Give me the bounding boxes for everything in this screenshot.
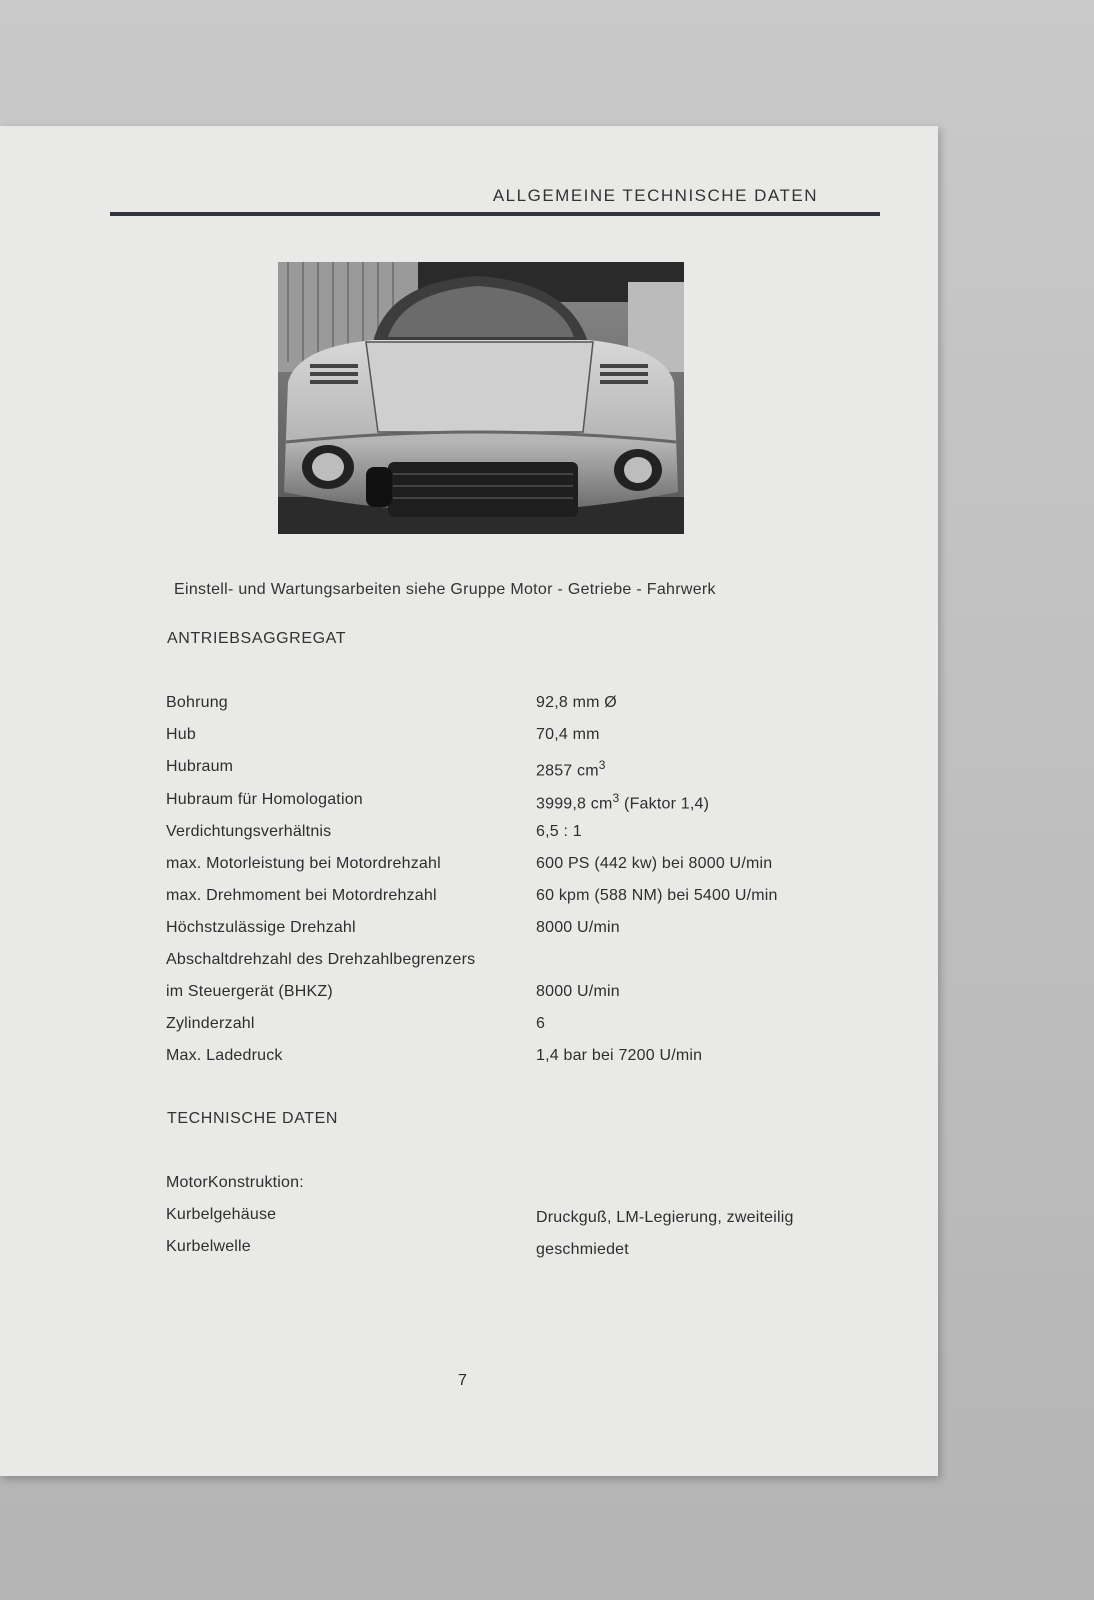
spec-row: [0, 694, 938, 718]
spec-row: [0, 823, 938, 847]
spec-row: [0, 951, 938, 975]
spec-value: [536, 791, 709, 813]
spec-row: [0, 983, 938, 1007]
car-front-photo: [278, 262, 684, 534]
spec-value-text: 3999,8 cm: [536, 795, 613, 813]
manual-page: [0, 126, 938, 1476]
spec-row: [0, 1206, 938, 1230]
spec-label: Kurbelwelle: [166, 1238, 251, 1255]
header-rule: [110, 212, 880, 216]
spec-row: [0, 1015, 938, 1039]
spec-row: [0, 1174, 938, 1198]
spec-row: [0, 887, 938, 911]
spec-label: Hubraum für Homologation: [166, 791, 363, 808]
spec-value: 8000 U/min: [536, 983, 620, 1000]
spec-value: 1,4 bar bei 7200 U/min: [536, 1047, 703, 1064]
spec-value: Druckguß, LM-Legierung, zweiteilig: [536, 1209, 794, 1226]
spec-row: [0, 758, 938, 782]
spec-value-text: 2857 cm: [536, 762, 599, 780]
page-number: 7: [458, 1372, 467, 1389]
spec-value: 6,5 : 1: [536, 823, 582, 840]
spec-label: im Steuergerät (BHKZ): [166, 983, 333, 1000]
spec-value-superscript: 3: [598, 758, 606, 772]
spec-value: 8000 U/min: [536, 919, 620, 936]
intro-text: Einstell- und Wartungsarbeiten siehe Gruppe Motor - Getriebe - Fahrwerk: [174, 581, 716, 598]
spec-label: Hub: [166, 726, 196, 743]
spec-label: Bohrung: [166, 694, 228, 711]
spec-label: Verdichtungsverhältnis: [166, 823, 332, 840]
spec-label: Höchstzulässige Drehzahl: [166, 919, 356, 936]
spec-label: Abschaltdrehzahl des Drehzahlbegrenzers: [166, 951, 476, 968]
spec-label: Zylinderzahl: [166, 1015, 255, 1032]
spec-row: [0, 726, 938, 750]
header-title: ALLGEMEINE TECHNISCHE DATEN: [492, 186, 818, 205]
spec-row: [0, 791, 938, 815]
spec-value-suffix: (Faktor 1,4): [619, 795, 710, 813]
section-title-technische-daten: TECHNISCHE DATEN: [167, 1110, 339, 1127]
spec-label: Kurbelgehäuse: [166, 1206, 277, 1223]
spec-row: [0, 919, 938, 943]
spec-label: max. Drehmoment bei Motordrehzahl: [166, 887, 437, 904]
spec-label: Max. Ladedruck: [166, 1047, 283, 1064]
car-front-photo-icon: [278, 262, 684, 534]
section-title-antriebsaggregat: ANTRIEBSAGGREGAT: [167, 630, 347, 647]
spec-row: [0, 1047, 938, 1071]
spec-label: Hubraum: [166, 758, 234, 775]
spec-row: [0, 1238, 938, 1262]
spec-value: 600 PS (442 kw) bei 8000 U/min: [536, 855, 773, 872]
spec-value: 6: [536, 1015, 546, 1032]
spec-value: 70,4 mm: [536, 726, 600, 743]
spec-row: [0, 855, 938, 879]
spec-value: geschmiedet: [536, 1241, 629, 1258]
spec-label: max. Motorleistung bei Motordrehzahl: [166, 855, 441, 872]
spec-value: [536, 758, 606, 780]
spec-value-superscript: 3: [612, 791, 620, 805]
spec-value: 60 kpm (588 NM) bei 5400 U/min: [536, 887, 778, 904]
spec-value: 92,8 mm Ø: [536, 694, 617, 711]
spec-label: MotorKonstruktion:: [166, 1174, 304, 1191]
